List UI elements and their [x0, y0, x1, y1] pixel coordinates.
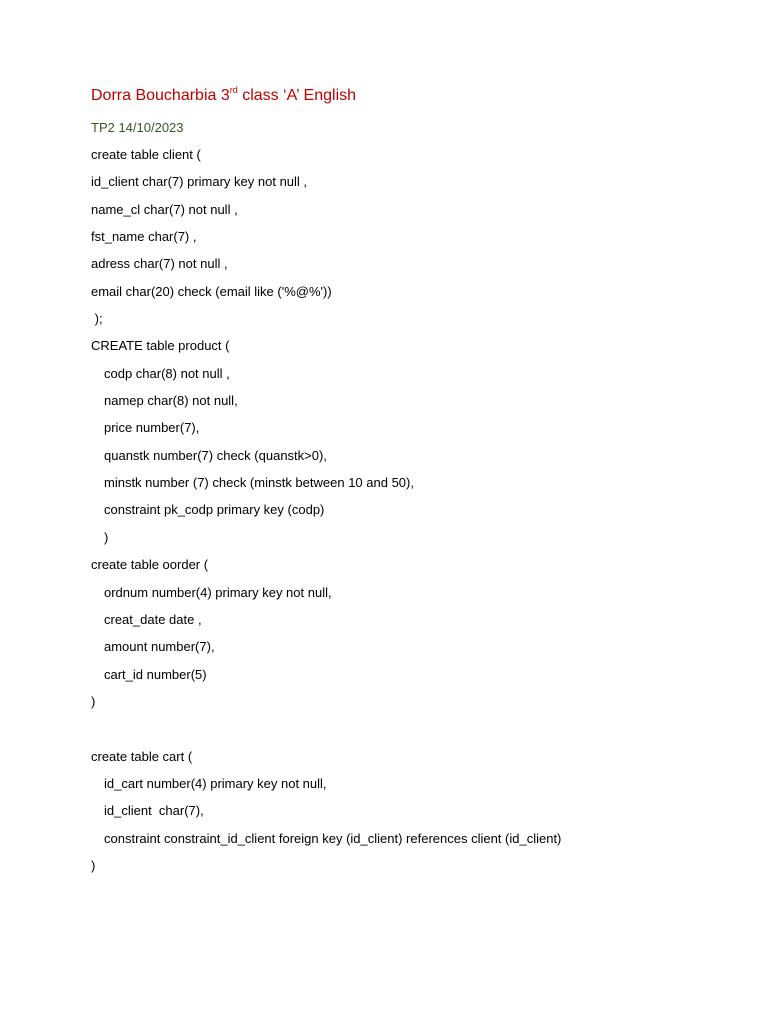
code-line [91, 720, 561, 747]
code-line: creat_date date , [104, 611, 202, 627]
code-line: create table cart ( [91, 748, 193, 764]
code-line: create table client ( [91, 147, 201, 162]
document-title [91, 85, 356, 107]
code-line: name_cl char(7) not null , [91, 201, 238, 217]
code-line: CREATE table product ( [91, 338, 230, 354]
code-line: ) [91, 693, 96, 709]
code-line: ) [104, 529, 109, 545]
code-line: constraint constraint_id_client foreign key (id_client) references client (id_client) [104, 830, 562, 846]
code-line: ordnum number(4) primary key not null, [104, 584, 332, 600]
code-line: minstk number (7) check (minstk between 10 and 50), [104, 475, 414, 491]
code-line: create table oorder ( [91, 557, 209, 573]
code-line: id_client char(7), [104, 803, 204, 819]
code-line: email char(20) check (email like ('%@%')) [91, 283, 332, 299]
code-line: ); [91, 311, 103, 327]
code-line: ) [91, 857, 96, 873]
code-line: codp char(8) not null , [104, 365, 230, 381]
code-line: id_cart number(4) primary key not null, [104, 775, 327, 791]
title-superscript: rd [229, 84, 238, 95]
code-line: amount number(7), [104, 639, 215, 655]
code-line: price number(7), [104, 420, 200, 436]
code-line: namep char(8) not null, [104, 393, 238, 409]
sql-code-block [91, 146, 561, 884]
document-subtitle: TP2 14/10/2023 [91, 120, 184, 135]
code-line: quanstk number(7) check (quanstk>0), [104, 447, 327, 463]
title-suffix: class ‘A’ English [237, 87, 357, 104]
code-line: adress char(7) not null , [91, 256, 228, 272]
code-line: cart_id number(5) [104, 666, 207, 682]
code-line: fst_name char(7) , [91, 229, 197, 245]
code-line: constraint pk_codp primary key (codp) [104, 502, 325, 518]
title-prefix: Dorra Boucharbia 3 [91, 87, 230, 104]
code-line: id_client char(7) primary key not null , [91, 174, 308, 190]
